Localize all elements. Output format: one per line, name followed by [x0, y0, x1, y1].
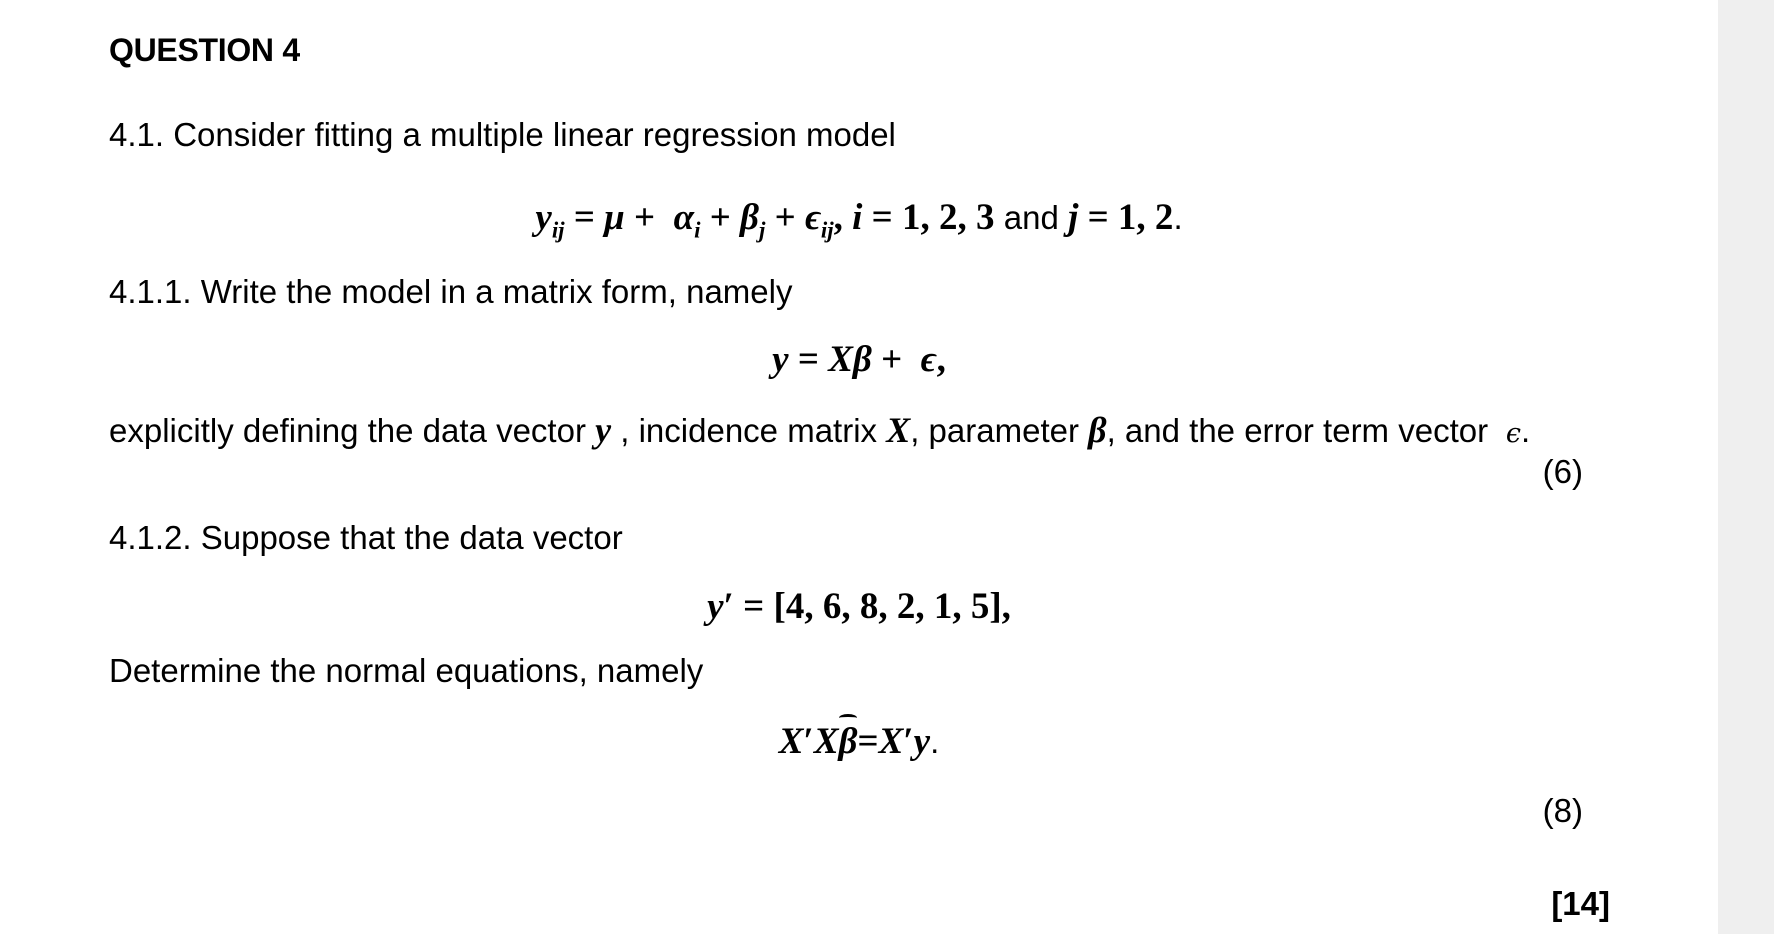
data-vector-values: [4, 6, 8, 2, 1, 5]: [773, 586, 1002, 627]
q411-prompt: 4.1.1. Write the model in a matrix form, namely: [109, 273, 793, 310]
definition-part-1: explicitly defining the data vector: [109, 412, 586, 449]
q411-marks: (6): [1542, 453, 1583, 490]
matrix-form-equation: y = Xβ + ϵ,: [772, 339, 946, 380]
normal-equation: X′Xβ=X′y.: [778, 721, 940, 762]
question-total-marks: [14]: [1551, 885, 1610, 922]
definition-part-3: , parameter: [910, 412, 1079, 449]
definition-part-2: , incidence matrix: [620, 412, 878, 449]
data-vector-equation: y′ = [4, 6, 8, 2, 1, 5],: [707, 586, 1011, 627]
q412-marks: (8): [1542, 792, 1583, 829]
question-heading: QUESTION 4: [109, 32, 300, 68]
model-and-word: and: [1003, 199, 1059, 236]
model-equation: $y_{ij} = \mu + \alpha_i + \beta_j + \epsilon_{ij}$, i = 1, 2, 3 and j = 1, 2.: [535, 197, 1183, 243]
normal-equations-prompt: Determine the normal equations, namely: [109, 652, 704, 689]
q41-intro: 4.1. Consider fitting a multiple linear regression model: [109, 116, 896, 153]
q412-prompt: 4.1.2. Suppose that the data vector: [109, 519, 623, 556]
right-margin-strip: [1718, 0, 1774, 934]
definition-part-4: , and the error term vector: [1106, 412, 1489, 449]
q411-definition: explicitly defining the data vector y , incidence matrix X, parameter β, and the error term vector ϵ.: [109, 410, 1531, 450]
